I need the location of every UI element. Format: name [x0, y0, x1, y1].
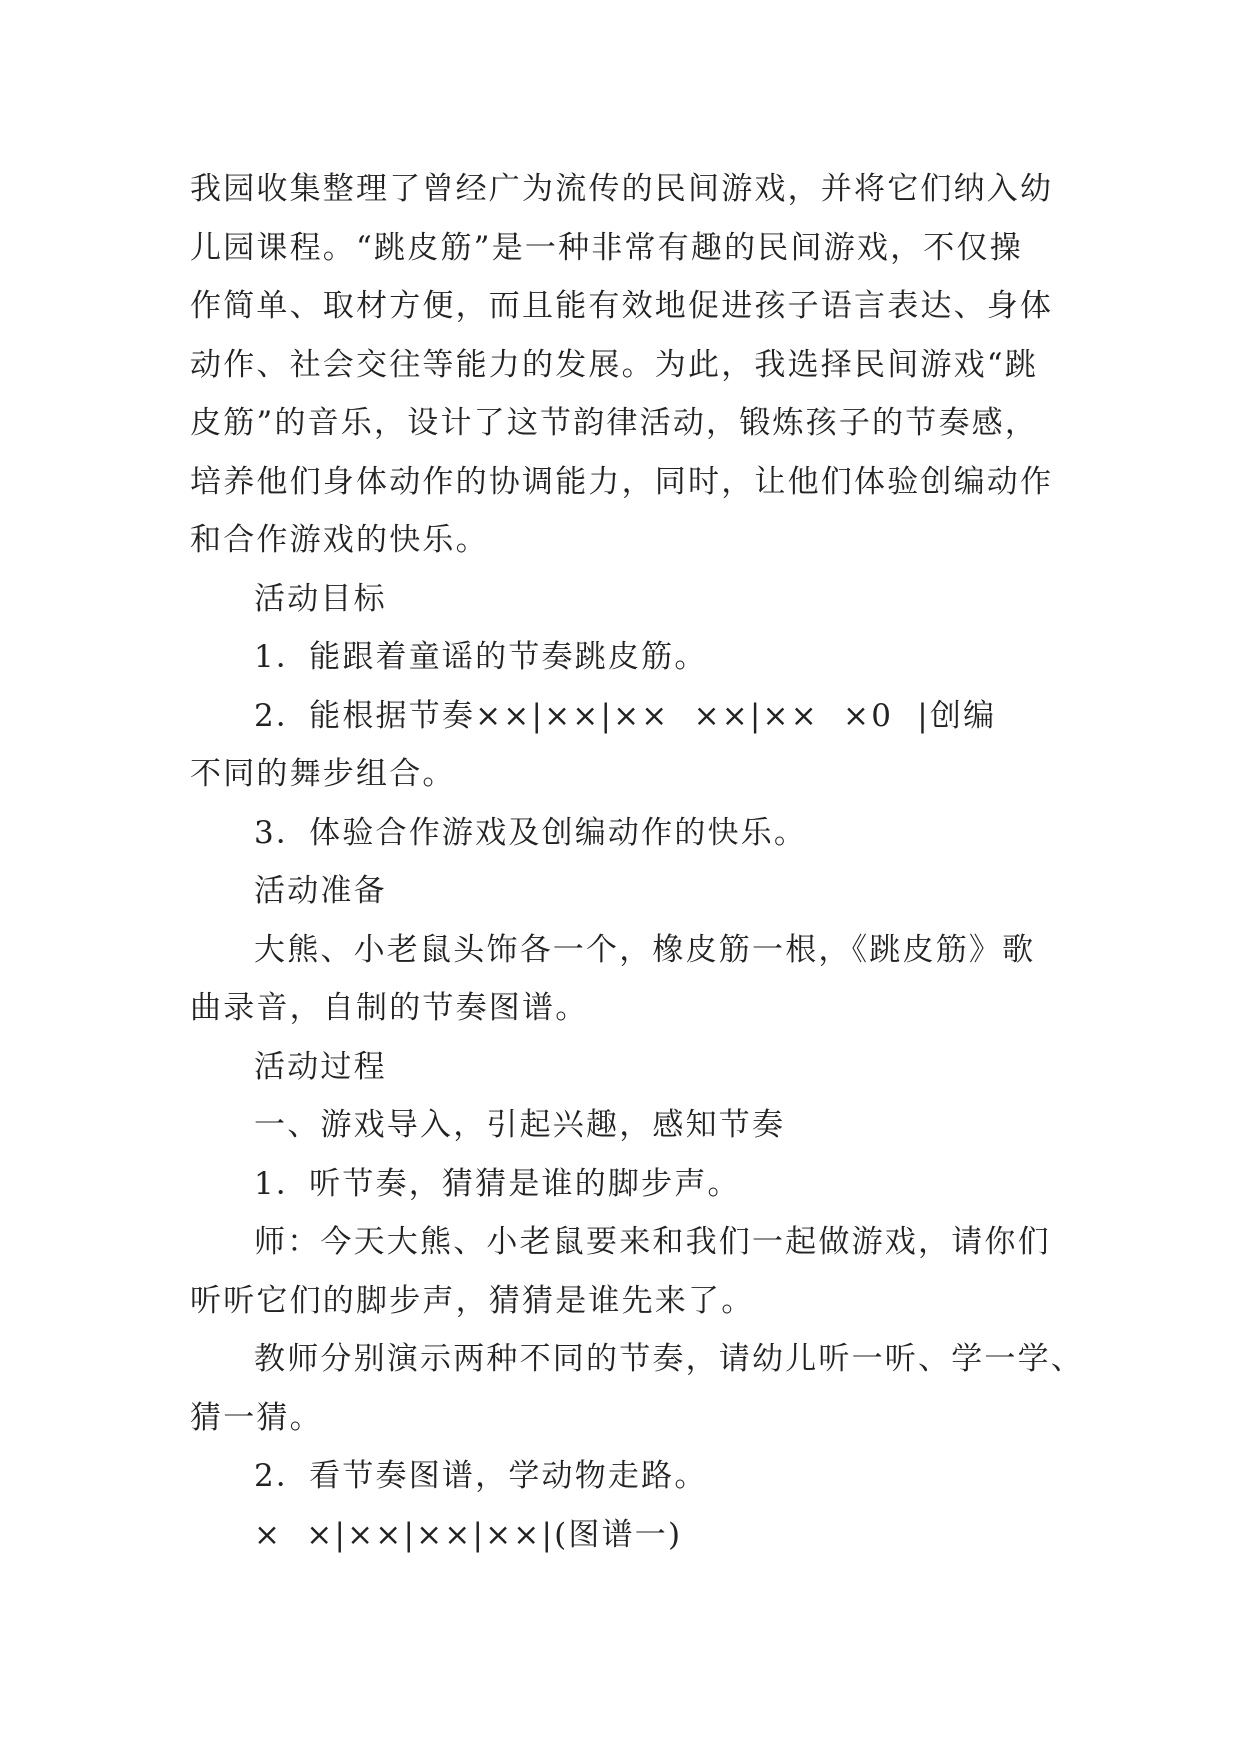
- paragraph-intro-line: 儿园课程。“跳皮筋”是一种非常有趣的民间游戏，不仅操: [190, 229, 1023, 266]
- process-substep-2: 2．看节奏图谱，学动物走路。: [254, 1458, 708, 1494]
- teacher-demo-text-continued: 猜一猜。: [190, 1399, 323, 1436]
- section-heading-process: 活动过程: [254, 1048, 387, 1085]
- goal-item-2: 2．能根据节奏××|××|×× ××|×× ×0 |创编: [254, 697, 997, 734]
- goal-item-3: 3．体验合作游戏及创编动作的快乐。: [254, 814, 808, 851]
- preparation-text-continued: 曲录音，自制的节奏图谱。: [190, 990, 589, 1026]
- teacher-dialogue-continued: 听听它们的脚步声，猜猜是谁先来了。: [190, 1282, 755, 1319]
- paragraph-intro-line: 我园收集整理了曾经广为流传的民间游戏，并将它们纳入幼: [190, 171, 1054, 207]
- preparation-text: 大熊、小老鼠头饰各一个，橡皮筋一根，《跳皮筋》歌: [254, 931, 1036, 968]
- paragraph-intro-line: 动作、社会交往等能力的发展。为此，我选择民间游戏“跳: [190, 346, 1039, 383]
- goal-item-1: 1．能跟着童谣的节奏跳皮筋。: [254, 639, 708, 675]
- paragraph-intro-line: 皮筋”的音乐，设计了这节韵律活动，锻炼孩子的节奏感，: [190, 405, 1039, 441]
- goal-item-2-continued: 不同的舞步组合。: [190, 756, 456, 792]
- process-step-heading: 一、游戏导入，引起兴趣，感知节奏: [254, 1107, 786, 1143]
- document-body: [190, 160, 1084, 1564]
- paragraph-intro-line: 培养他们身体动作的协调能力，同时，让他们体验创编动作: [190, 463, 1054, 500]
- section-heading-preparation: 活动准备: [254, 873, 387, 909]
- paragraph-intro-line: 和合作游戏的快乐。: [190, 522, 489, 558]
- paragraph-intro-line: 作简单、取材方便，而且能有效地促进孩子语言表达、身体: [190, 288, 1054, 324]
- teacher-demo-text: 教师分别演示两种不同的节奏，请幼儿听一听、学一学、: [254, 1341, 1084, 1377]
- rhythm-notation-1: × ×|××|××|××|(图谱一): [254, 1516, 683, 1553]
- process-substep-1: 1．听节奏，猜猜是谁的脚步声。: [254, 1165, 741, 1202]
- section-heading-goals: 活动目标: [254, 580, 387, 617]
- teacher-dialogue: 师：今天大熊、小老鼠要来和我们一起做游戏，请你们: [254, 1224, 1051, 1260]
